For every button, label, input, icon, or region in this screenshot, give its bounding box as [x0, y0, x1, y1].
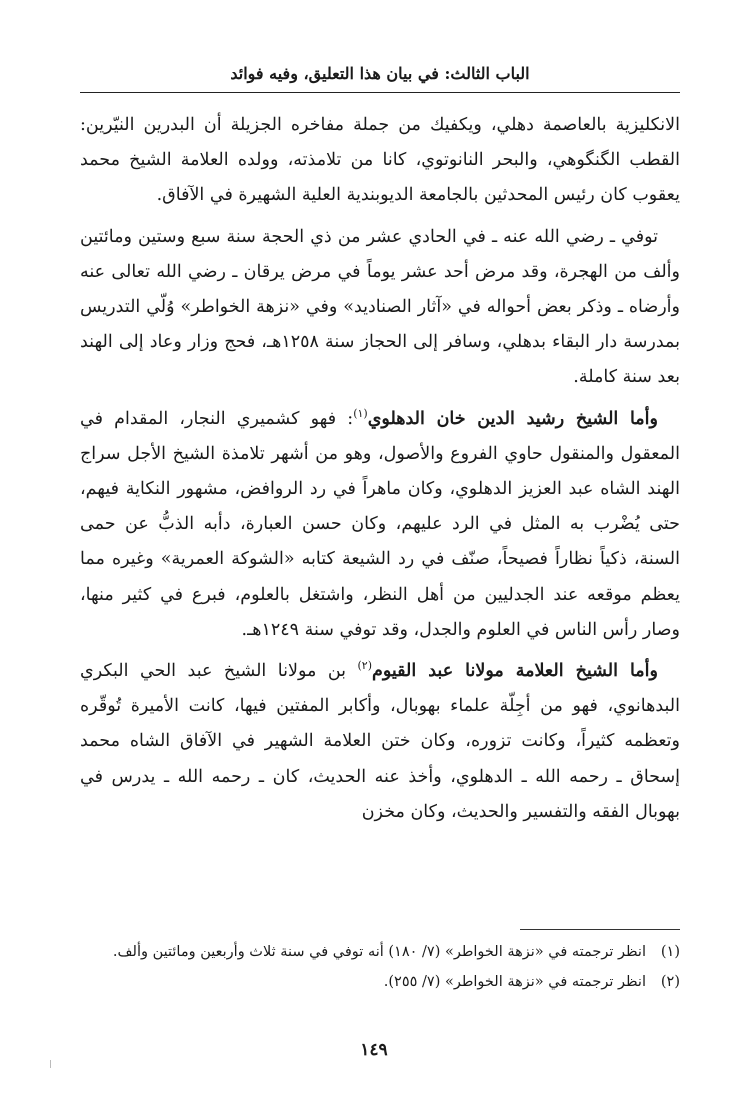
paragraph-text: بن مولانا الشيخ عبد الحي البكري البدهانوي، فهو من أجِلّة علماء بهوبال، وأكابر المفتين فيها، كانت الأميرة تُوقّره وتعظمه كثيراً، وكانت تزوره، وكان ختن العلامة الشهير في الآفاق الشاه محمد إسحاق ـ رحمه الله ـ الدهلوي، وأخذ عنه الحديث، كان ـ رحمه الله ـ يدرس في بهوبال الفقه والتفسير والحديث، وكان مخزن	[80, 661, 680, 822]
footnote-number: (١)	[660, 944, 680, 960]
paragraph-text: الانكليزية بالعاصمة دهلي، ويكفيك من جملة مفاخره الجزيلة أن البدرين النيّرين: القطب الگنگوهي، والبحر النانوتوي، كانا من تلامذته، وولده العلامة الشيخ محمد يعقوب كان رئيس المحدثين بالجامعة الديوبندية العلية الشهيرة في الآفاق.	[80, 115, 680, 206]
footnote-reference[interactable]: (٢)	[357, 659, 373, 673]
footnote-rule	[520, 929, 680, 930]
footnote-text: انظر ترجمته في «نزهة الخواطر» (٧/ ١٨٠) أنه توفي في سنة ثلاث وأربعين ومائتين وألف.	[112, 944, 646, 960]
biography-name: وأما الشيخ رشيد الدين خان الدهلوي	[367, 408, 658, 429]
biography-name: وأما الشيخ العلامة مولانا عبد القيوم	[372, 661, 658, 682]
footnote-number: (٢)	[660, 974, 680, 990]
main-text	[80, 108, 680, 830]
paragraph-text: توفي ـ رضي الله عنه ـ في الحادي عشر من ذي الحجة سنة سبع وستين ومائتين وألف من الهجرة، وقد مرض أحد عشر يوماً في مرض يرقان ـ رضي الله تعالى عنه وأرضاه ـ وذكر بعض أحواله في «آثار الصناديد» وفي «نزهة الخواطر» وُلّي التدريس بمدرسة دار البقاء بدهلي، وسافر إلى الحجاز سنة ١٢٥٨هـ، فحج وزار وعاد إلى الهند بعد سنة كاملة.	[80, 226, 681, 388]
footnotes	[80, 940, 680, 1000]
paragraph	[80, 220, 680, 396]
footnote	[80, 940, 680, 964]
page-number: ١٤٩	[360, 1040, 388, 1060]
paragraph-text: : فهو كشميري النجار، المقدام في المعقول والمنقول حاوي الفروع والأصول، وهو من أشهر تلامذة الشيخ الأجل سراج الهند الشاه عبد العزيز الدهلوي، وكان ماهراً في رد الروافض، مشهور النكاية فيهم، حتى يُضْرب به المثل في الرد عليهم، وكان حسن العبارة، دأبه الذبُّ عن حمى السنة، ذكياً نظاراً فصيحاً، صنّف في رد الشيعة كتابه «الشوكة العمرية» وغيره مما يعظم موقعه عند الجدليين من أهل النظر، واشتغل بالعلوم، فبرع في كثير منها، وصار رأس الناس في العلوم والجدل، وقد توفي سنة ١٢٤٩هـ.	[80, 408, 680, 640]
footnote-text: انظر ترجمته في «نزهة الخواطر» (٧/ ٢٥٥).	[383, 974, 646, 990]
footnote	[80, 970, 680, 994]
footnote-reference[interactable]: (١)	[353, 406, 368, 420]
paragraph	[80, 108, 680, 214]
scan-mark	[50, 1060, 51, 1068]
paragraph	[80, 654, 680, 830]
running-head: الباب الثالث: في بيان هذا التعليق، وفيه فوائد	[230, 64, 530, 83]
paragraph	[80, 402, 680, 648]
header-rule	[80, 92, 680, 93]
